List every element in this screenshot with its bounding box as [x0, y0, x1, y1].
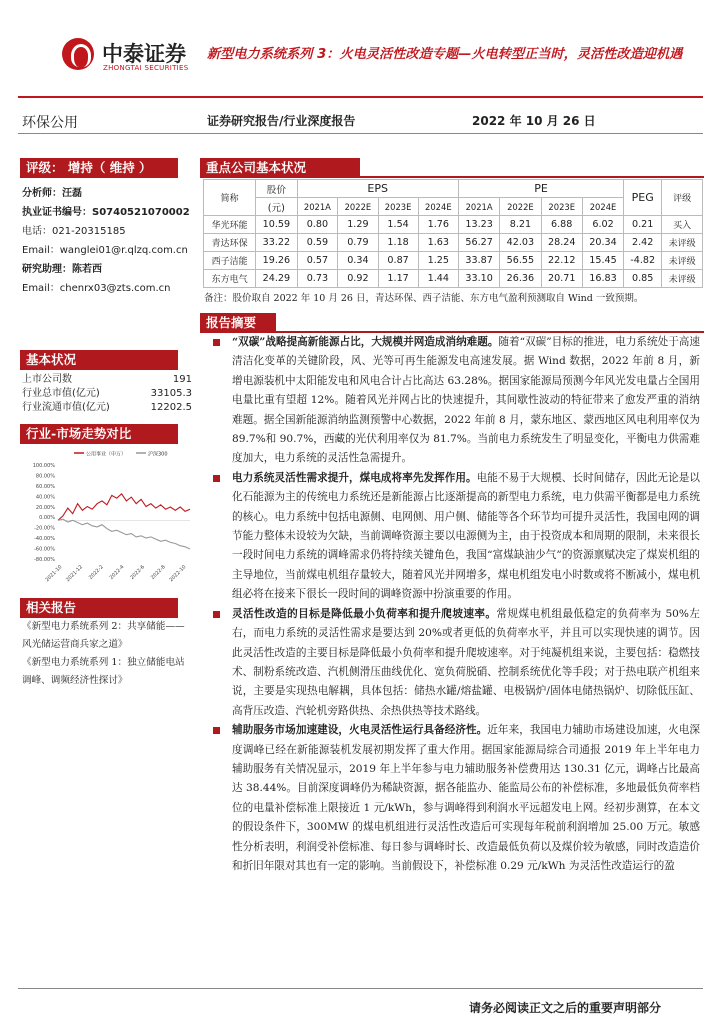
eps-value: 0.59: [297, 234, 338, 252]
basic-status: [22, 350, 192, 415]
x-tick-label: 2021-12: [65, 564, 85, 584]
eps-value: 1.63: [418, 234, 458, 252]
table-row: [204, 270, 703, 288]
report-title: 新型电力系统系列 3：火电灵活性改造专题—火电转型正当时，灵活性改造迎机遇: [207, 47, 683, 62]
company-name: 青达环保: [204, 234, 256, 252]
pe-value: 20.34: [582, 234, 623, 252]
brand-logo: [62, 34, 202, 78]
price: 19.26: [256, 252, 297, 270]
report-date: 2022 年 10 月 26 日: [472, 114, 596, 128]
legend-label: 沪深300: [148, 451, 168, 458]
summary-paragraph: [210, 721, 700, 876]
basic-status-title: 基本状况: [20, 350, 192, 370]
related-title: 相关报告: [20, 598, 192, 618]
y-tick-label: 80.00%: [35, 473, 55, 480]
y-tick-label: 0.00%: [39, 515, 55, 522]
year-header: 2024E: [418, 198, 458, 216]
eps-value: 1.76: [418, 216, 458, 234]
pe-value: 6.02: [582, 216, 623, 234]
summary-paragraph: [210, 333, 700, 469]
key-company-table: [203, 179, 703, 288]
summary-paragraph: [210, 469, 700, 605]
table-note: 备注：股价取自 2022 年 10 月 26 日，青达环保、西子洁能、东方电气盈利预测取自 Wind 一致预期。: [204, 293, 644, 304]
summary-body: [210, 333, 700, 876]
eps-value: 1.17: [378, 270, 418, 288]
analyst-row: 分析师： 汪磊: [22, 188, 82, 199]
key-company-section: [200, 158, 704, 178]
eps-value: 1.29: [338, 216, 378, 234]
legend-label: 公用事业（申万）: [86, 451, 127, 458]
company-name: 西子洁能: [204, 252, 256, 270]
rating-value: 未评级: [662, 252, 703, 270]
eps-value: 0.79: [338, 234, 378, 252]
para-lead: 灵活性改造的目标是降低最小负荷率和提升爬坡速率。: [232, 607, 497, 620]
y-tick-label: 20.00%: [35, 504, 55, 511]
summary-section: [200, 313, 704, 333]
meta-divider: [18, 133, 703, 134]
basic-row: 上市公司数 191: [22, 374, 192, 385]
related-report-link[interactable]: 《新型电力系统系列 1：独立储能电站调峰、调频经济性探讨》: [22, 657, 185, 686]
pe-value: 33.10: [458, 270, 499, 288]
email-link[interactable]: chenrx03@zts.com.cn: [59, 283, 171, 294]
basic-row: 行业流通市值(亿元) 12202.5: [22, 402, 192, 413]
peg-value: -4.82: [624, 252, 662, 270]
pe-value: 56.55: [500, 252, 541, 270]
eps-value: 0.73: [297, 270, 338, 288]
price: 24.29: [256, 270, 297, 288]
footer-disclaimer[interactable]: 请务必阅读正文之后的重要声明部分: [469, 1001, 662, 1015]
year-header: 2023E: [378, 198, 418, 216]
pe-value: 13.23: [458, 216, 499, 234]
cert-row: 执业证书编号： S0740521070002: [22, 207, 190, 218]
related-report-link[interactable]: 《新型电力系统系列 2：共享储能——风光储运营商兵家之道》: [22, 621, 185, 650]
pe-value: 56.27: [458, 234, 499, 252]
brand-name: 中泰证券: [102, 42, 186, 66]
para-body: 电能不易于大规模、长时间储存，因此无论是以化石能源为主的传统电力系统还是新能源占比逐渐提高的新型电力系统，电力供需平衡都是电力系统的核心。电力系统中包括电源侧、电网侧、用户侧、储能等各个环节均可提升灵活性，我国电网的调节能力整体未设较为欠缺，当前调峰资源主要以电源侧为主，由于投资成本和周期的限制，未来很长一段时间电力系统的调峰需求仍将持续关键角色，我国“富煤缺油少气”的资源禀赋决定了煤炭机组的主导地位，当前煤电机组存量较大，随着风光并网增多，煤电机组发电小时数或将不断减小，煤电机组必将在接来下很长一段时间的调峰资源中扮演重要的作用。: [232, 471, 701, 601]
para-lead: 辅助服务市场加速建设，火电灵活性运行具备经济性。: [232, 724, 488, 737]
trend-section: [22, 424, 192, 444]
key-company-body: [204, 216, 703, 288]
year-header: 2024E: [582, 198, 623, 216]
peg-value: 0.21: [624, 216, 662, 234]
col-rating: 评级: [662, 180, 703, 216]
trend-chart: [24, 447, 194, 593]
pe-value: 15.45: [582, 252, 623, 270]
eps-value: 1.25: [418, 252, 458, 270]
eps-value: 1.54: [378, 216, 418, 234]
company-name: 华光环能: [204, 216, 256, 234]
col-eps: EPS: [297, 180, 458, 198]
table-header-row: [204, 180, 703, 198]
para-lead: “双碳”战略提高新能源占比，大规模并网造成消纳难题。: [232, 336, 499, 348]
pe-value: 33.87: [458, 252, 499, 270]
price: 33.22: [256, 234, 297, 252]
email-row: Email： wanglei01@r.qlzq.com.cn: [22, 241, 192, 260]
basic-status-table: [22, 373, 192, 415]
summary-title: 报告摘要: [200, 313, 276, 333]
para-body: 近年来，我国电力辅助市场建设加速，火电深度调峰已经在新能源装机发展初期发挥了重大作用。据国家能源局综合司通报 2019 年上半年电力辅助服务有关情况显示，2019 年上半年参与电力辅助服务补偿费用达 130.31 亿元，调峰占比最高达 38.44%。目前深度调峰仍为稀缺资源，据各能监办、能监局公布的补偿标准，多地最低负荷率档位的电量补偿标准上限接近 1 元/kWh，参与调峰得到利润水平远超发电上网。经初步测算，在本文的假设条件下，300MW 的煤电机组进行灵活性改造后可实现每年税前利润增加 25.00 万元。敏感性分析表明，利润受补偿标准、每日参与调峰时长、改造最低负荷以及煤价较为敏感，同时改造造价和折旧年限对其也有一定的影响。当前假设下，补偿标准 0.29 元/kWh 为灵活性改造运行的盈: [232, 724, 700, 872]
x-tick-label: 2022-10: [168, 564, 188, 584]
para-lead: 电力系统灵活性需求提升，煤电成将率先发挥作用。: [232, 471, 477, 484]
report-type: 证券研究报告/行业深度报告: [207, 114, 356, 128]
rating-value: 未评级: [662, 234, 703, 252]
col-peg: PEG: [624, 180, 662, 216]
eps-value: 0.80: [297, 216, 338, 234]
y-tick-label: 40.00%: [35, 494, 55, 501]
eps-value: 0.87: [378, 252, 418, 270]
phone-row: 电话： 021-20315185: [22, 226, 126, 237]
year-header: 2021A: [458, 198, 499, 216]
series-line: [58, 519, 190, 549]
x-tick-label: 2022-4: [108, 564, 126, 581]
col-price-unit: (元): [256, 198, 297, 216]
rating-value: 买入: [662, 216, 703, 234]
eps-value: 0.92: [338, 270, 378, 288]
x-tick-label: 2022-8: [149, 564, 167, 581]
table-row: [204, 234, 703, 252]
rating-bar: 评级： 增持（ 维持 ）: [20, 158, 192, 178]
y-tick-label: 60.00%: [35, 483, 55, 490]
related-section: [22, 598, 192, 618]
y-tick-label: -40.00%: [34, 536, 55, 543]
basic-row: 行业总市值(亿元) 33105.3: [22, 388, 192, 399]
rating-value: 未评级: [662, 270, 703, 288]
related-list: [22, 618, 194, 690]
pe-value: 6.88: [541, 216, 582, 234]
trend-chart-svg: [24, 447, 194, 593]
footer-divider: [18, 988, 703, 989]
brand-logo-icon: [62, 38, 94, 70]
x-tick-label: 2022-6: [129, 564, 147, 581]
year-header: 2022E: [500, 198, 541, 216]
company-name: 东方电气: [204, 270, 256, 288]
year-header: 2023E: [541, 198, 582, 216]
header-divider: [18, 96, 703, 98]
para-body: 常规煤电机组最低稳定的负荷率为 50%左右，而电力系统的灵活性需求是要达到 20%或者更低的负荷率水平，并且可以实现快速的调节。因此灵活性改造的主要目标是降低最小负荷率和提升爬坡速率。对于纯凝机组来说，主要包括：稳燃技术、制粉系统改造、汽机侧滑压曲线优化、宽负荷脱硝、控制系统优化等手段；对于热电联产机组来说，主要是实现热电解耦，具体包括：储热水罐/熔盐罐、电极锅炉/固体电储热锅炉、切除低压缸、高背压改造、汽轮机旁路供热、余热供热等技术路线。: [232, 607, 701, 717]
table-row: [204, 252, 703, 270]
pe-value: 20.71: [541, 270, 582, 288]
left-column: [22, 158, 192, 298]
y-tick-label: -60.00%: [34, 546, 55, 553]
key-company-title: 重点公司基本状况: [200, 158, 360, 178]
eps-value: 1.18: [378, 234, 418, 252]
email-row: Email： chenrx03@zts.com.cn: [22, 279, 192, 298]
y-tick-label: 100.00%: [32, 463, 55, 469]
para-body: 随着“双碳”目标的推进，电力系统处于高速清洁化变革的关键阶段，风、光等可再生能源发电高速发展。据 Wind 数据，2022 年前 8 月，新增电源装机中太阳能发电和风电合计占比高达 63.28%。据国家能源局预测今年风光发电量占全国用电量比重有望超 12%。随着风光并网占比的快速提升，其间歇性波动的特征带来了愈发严重的消纳难题。据全国新能源消纳监测预警中心数据，2022 年前 8 月，蒙东地区、蒙西地区风电利用率仅为 89.7%和 90.7%，西藏的光伏利用率仅为 81.7%。当前电力系统发生了明显变化，平衡电力供需难度加大，电力系统的灵活性急需提升。: [232, 336, 700, 465]
assistant-row: 研究助理： 陈若西: [22, 264, 102, 275]
eps-value: 1.44: [418, 270, 458, 288]
y-tick-label: -20.00%: [34, 525, 55, 532]
pe-value: 26.36: [500, 270, 541, 288]
peg-value: 0.85: [624, 270, 662, 288]
y-tick-label: -80.00%: [34, 557, 55, 563]
trend-title: 行业-市场走势对比: [20, 424, 192, 444]
year-header: 2021A: [297, 198, 338, 216]
pe-value: 28.24: [541, 234, 582, 252]
col-name: 简称: [204, 180, 256, 216]
table-row: [204, 216, 703, 234]
pe-value: 8.21: [500, 216, 541, 234]
brand-name-en: ZHONGTAI SECURITIES: [103, 64, 189, 72]
summary-paragraph: [210, 605, 700, 721]
eps-value: 0.34: [338, 252, 378, 270]
pe-value: 22.12: [541, 252, 582, 270]
analyst-list: [22, 184, 192, 298]
pe-value: 42.03: [500, 234, 541, 252]
year-header: 2022E: [338, 198, 378, 216]
price: 10.59: [256, 216, 297, 234]
peg-value: 2.42: [624, 234, 662, 252]
pe-value: 16.83: [582, 270, 623, 288]
col-pe: PE: [458, 180, 623, 198]
series-line: [58, 494, 190, 521]
eps-value: 0.57: [297, 252, 338, 270]
x-tick-label: 2021-10: [44, 564, 64, 584]
industry-label: 环保公用: [22, 115, 78, 131]
col-price: 股价: [256, 180, 297, 198]
x-tick-label: 2022-2: [87, 564, 105, 581]
email-link[interactable]: wanglei01@r.qlzq.com.cn: [59, 245, 188, 256]
